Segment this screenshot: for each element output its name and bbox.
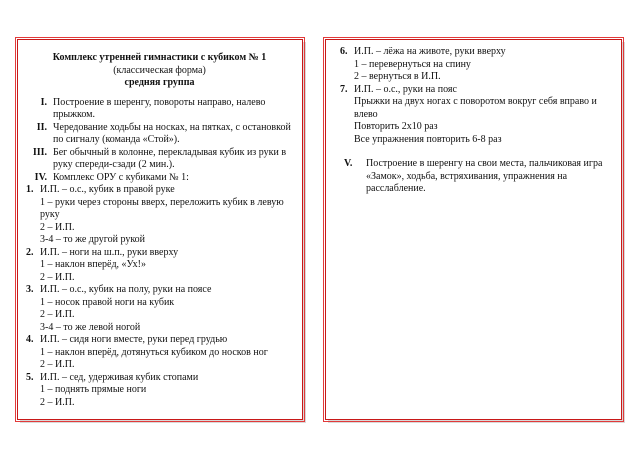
exercise-start-position: И.П. – о.с., кубик на полу, руки на поясе [40, 284, 212, 295]
section-text: Построение в шеренгу на свои места, пальчиковая игра «Замок», ходьба, встряхивания, упражнения на расслабление. [366, 158, 603, 194]
exercise-step: 1 – наклон вперёд, дотянуться кубиком до носков ног [40, 346, 268, 358]
section-5 [340, 158, 611, 196]
exercise-step: 1 – носок правой ноги на кубик [40, 296, 175, 308]
section-number: II. [36, 121, 47, 133]
form-subtitle: (классическая форма) [113, 64, 206, 76]
section-number: IV. [34, 171, 47, 183]
exercise-start-position: И.П. – ноги на ш.п., руки вверху [40, 246, 179, 258]
exercise-step: 3-4 – то же другой рукой [40, 234, 146, 245]
section-4 [26, 172, 293, 185]
exercise-number: 3. [26, 284, 34, 295]
exercise-number: 5. [26, 371, 34, 383]
exercise-step: 2 – И.П. [40, 396, 75, 408]
group-label: средняя группа [124, 77, 195, 88]
exercise-number: 1. [26, 184, 34, 195]
exercise-7 [340, 84, 611, 147]
exercise-start-position: И.П. – сидя ноги вместе, руки перед грудью [40, 334, 228, 345]
exercise-step: 1 – перевернуться на спину [354, 58, 471, 70]
section-number: V. [344, 158, 353, 169]
left-card [17, 39, 303, 420]
section-2 [26, 122, 293, 147]
exercise-1 [26, 184, 293, 247]
section-1 [26, 97, 293, 122]
exercise-step: 3-4 – то же левой ногой [40, 321, 141, 333]
exercise-step: 2 – И.П. [40, 359, 75, 370]
section-number: III. [32, 146, 47, 158]
section-number: I. [40, 96, 47, 108]
exercise-6 [340, 46, 611, 84]
exercise-step: 2 – И.П. [40, 271, 75, 283]
section-text: Построение в шеренгу, повороты направо, налево прыжком. [53, 96, 266, 120]
exercise-2 [26, 247, 293, 285]
exercise-number: 2. [26, 246, 34, 258]
exercise-4 [26, 334, 293, 372]
exercise-step: Прыжки на двух ногах с поворотом вокруг себя вправо и влево [354, 96, 597, 120]
exercise-step: 1 – руки через стороны вверх, переложить кубик в левую руку [40, 196, 284, 220]
exercise-start-position: И.П. – о.с., руки на пояс [354, 83, 457, 95]
card-header [26, 52, 293, 90]
section-text: Комплекс ОРУ с кубиками № 1: [53, 171, 189, 183]
exercise-step: 1 – наклон вперёд, «Ух!» [40, 259, 146, 270]
section-text: Бег обычный в колонне, перекладывая кубик из руки в руку спереди-сзади (2 мин.). [53, 146, 287, 170]
right-card [325, 39, 622, 420]
exercise-step: Все упражнения повторить 6-8 раз [354, 133, 502, 145]
exercise-number: 7. [340, 83, 348, 95]
exercise-start-position: И.П. – сед, удерживая кубик стопами [40, 371, 199, 383]
exercise-start-position: И.П. – о.с., кубик в правой руке [40, 184, 175, 195]
exercise-number: 4. [26, 334, 34, 345]
section-3 [26, 147, 293, 172]
exercise-3 [26, 284, 293, 334]
exercise-step: 2 – вернуться в И.П. [354, 71, 441, 82]
page-title: Комплекс утренней гимнастики с кубиком № 1 [52, 52, 267, 63]
exercise-start-position: И.П. – лёжа на животе, руки вверху [354, 46, 506, 57]
exercise-5 [26, 372, 293, 410]
exercise-step: 1 – поднять прямые ноги [40, 384, 147, 395]
section-text: Чередование ходьбы на носках, на пятках, с остановкой по сигналу (команда «Стой»). [53, 121, 291, 145]
exercise-step: 2 – И.П. [40, 309, 75, 320]
exercise-step: 2 – И.П. [40, 221, 75, 233]
exercise-number: 6. [340, 46, 348, 57]
exercise-step: Повторить 2х10 раз [354, 121, 438, 132]
